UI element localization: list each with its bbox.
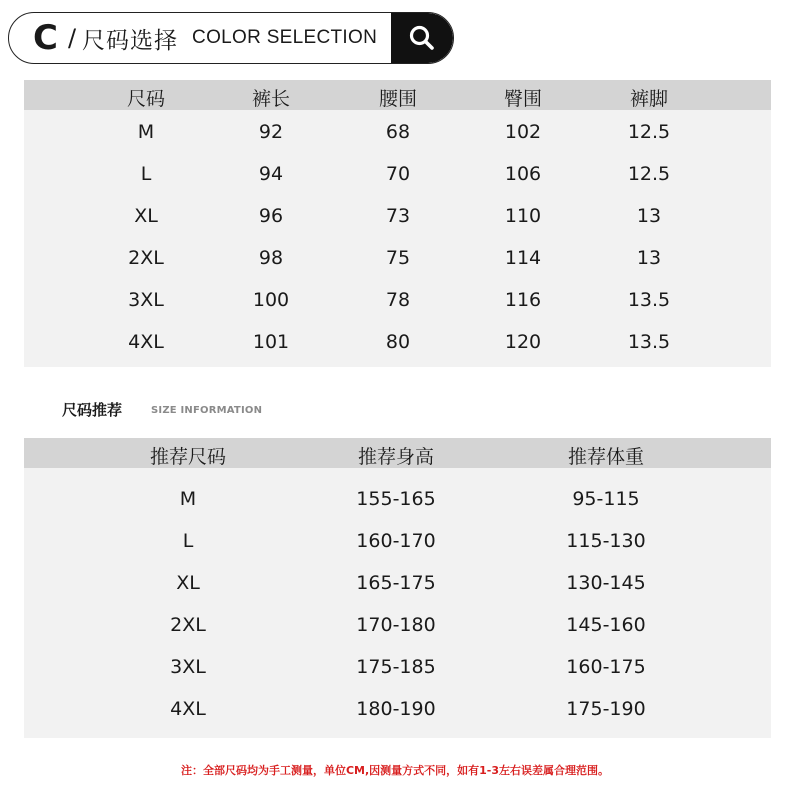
table-cell: 95-115: [572, 488, 640, 510]
table-cell: 2XL: [128, 247, 164, 269]
table-cell: 165-175: [356, 572, 436, 594]
table-cell: 110: [504, 205, 542, 227]
table-cell: 13.5: [627, 331, 671, 353]
search-button[interactable]: [391, 13, 453, 63]
table-cell: 101: [252, 331, 290, 353]
recommend-section-sublabel: SIZE INFORMATION: [151, 405, 263, 416]
table-cell: 73: [385, 205, 411, 227]
table-cell: 175-185: [356, 656, 436, 678]
recommend-table-header: [24, 438, 771, 468]
header-title: 尺码选择: [82, 27, 179, 54]
table-cell: 130-145: [566, 572, 646, 594]
table-cell: 106: [504, 163, 542, 185]
table-cell: 92: [258, 121, 284, 143]
table-cell: XL: [176, 572, 200, 594]
table-cell: 75: [385, 247, 411, 269]
table-cell: 170-180: [356, 614, 436, 636]
table-cell: 12.5: [627, 163, 671, 185]
table-cell: 68: [385, 121, 411, 143]
size-table-header: [24, 80, 771, 110]
table-cell: 100: [252, 289, 290, 311]
column-header: 尺码: [126, 88, 166, 110]
table-cell: 180-190: [356, 698, 436, 720]
table-cell: 3XL: [170, 656, 206, 678]
table-cell: 94: [258, 163, 284, 185]
table-cell: 12.5: [627, 121, 671, 143]
table-cell: 80: [385, 331, 411, 353]
size-table: [24, 80, 771, 367]
table-cell: 160-170: [356, 530, 436, 552]
table-cell: M: [137, 121, 155, 143]
table-cell: 114: [504, 247, 542, 269]
table-cell: 4XL: [170, 698, 206, 720]
table-cell: L: [182, 530, 194, 552]
table-cell: 13: [636, 247, 662, 269]
search-icon: [407, 23, 437, 53]
table-cell: 116: [504, 289, 542, 311]
column-header: 臀围: [503, 88, 543, 110]
recommend-section-label: 尺码推荐: [62, 401, 123, 419]
table-cell: 96: [258, 205, 284, 227]
recommend-table: [24, 438, 771, 738]
table-cell: 102: [504, 121, 542, 143]
table-cell: 160-175: [566, 656, 646, 678]
header-subtitle: COLOR SELECTION: [192, 27, 378, 48]
column-header: 裤长: [251, 88, 291, 110]
column-header: 裤脚: [629, 88, 669, 110]
table-cell: XL: [134, 205, 158, 227]
table-cell: 78: [385, 289, 411, 311]
table-cell: 4XL: [128, 331, 164, 353]
table-cell: 155-165: [356, 488, 436, 510]
table-cell: 70: [385, 163, 411, 185]
table-cell: L: [140, 163, 152, 185]
table-cell: 2XL: [170, 614, 206, 636]
column-header: 推荐体重: [567, 446, 645, 468]
header-slash: /: [67, 24, 77, 52]
table-cell: 115-130: [566, 530, 646, 552]
header-letter: C: [33, 18, 58, 58]
table-cell: 98: [258, 247, 284, 269]
table-cell: 13.5: [627, 289, 671, 311]
table-cell: 175-190: [566, 698, 646, 720]
header-bar: [8, 12, 454, 64]
table-cell: 145-160: [566, 614, 646, 636]
table-cell: 13: [636, 205, 662, 227]
table-cell: M: [179, 488, 197, 510]
table-cell: 3XL: [128, 289, 164, 311]
column-header: 腰围: [378, 88, 418, 110]
table-cell: 120: [504, 331, 542, 353]
column-header: 推荐尺码: [149, 446, 227, 468]
footer-note: 注：全部尺码均为手工测量，单位CM,因测量方式不同，如有1-3左右误差属合理范围。: [180, 764, 610, 777]
column-header: 推荐身高: [357, 446, 435, 468]
